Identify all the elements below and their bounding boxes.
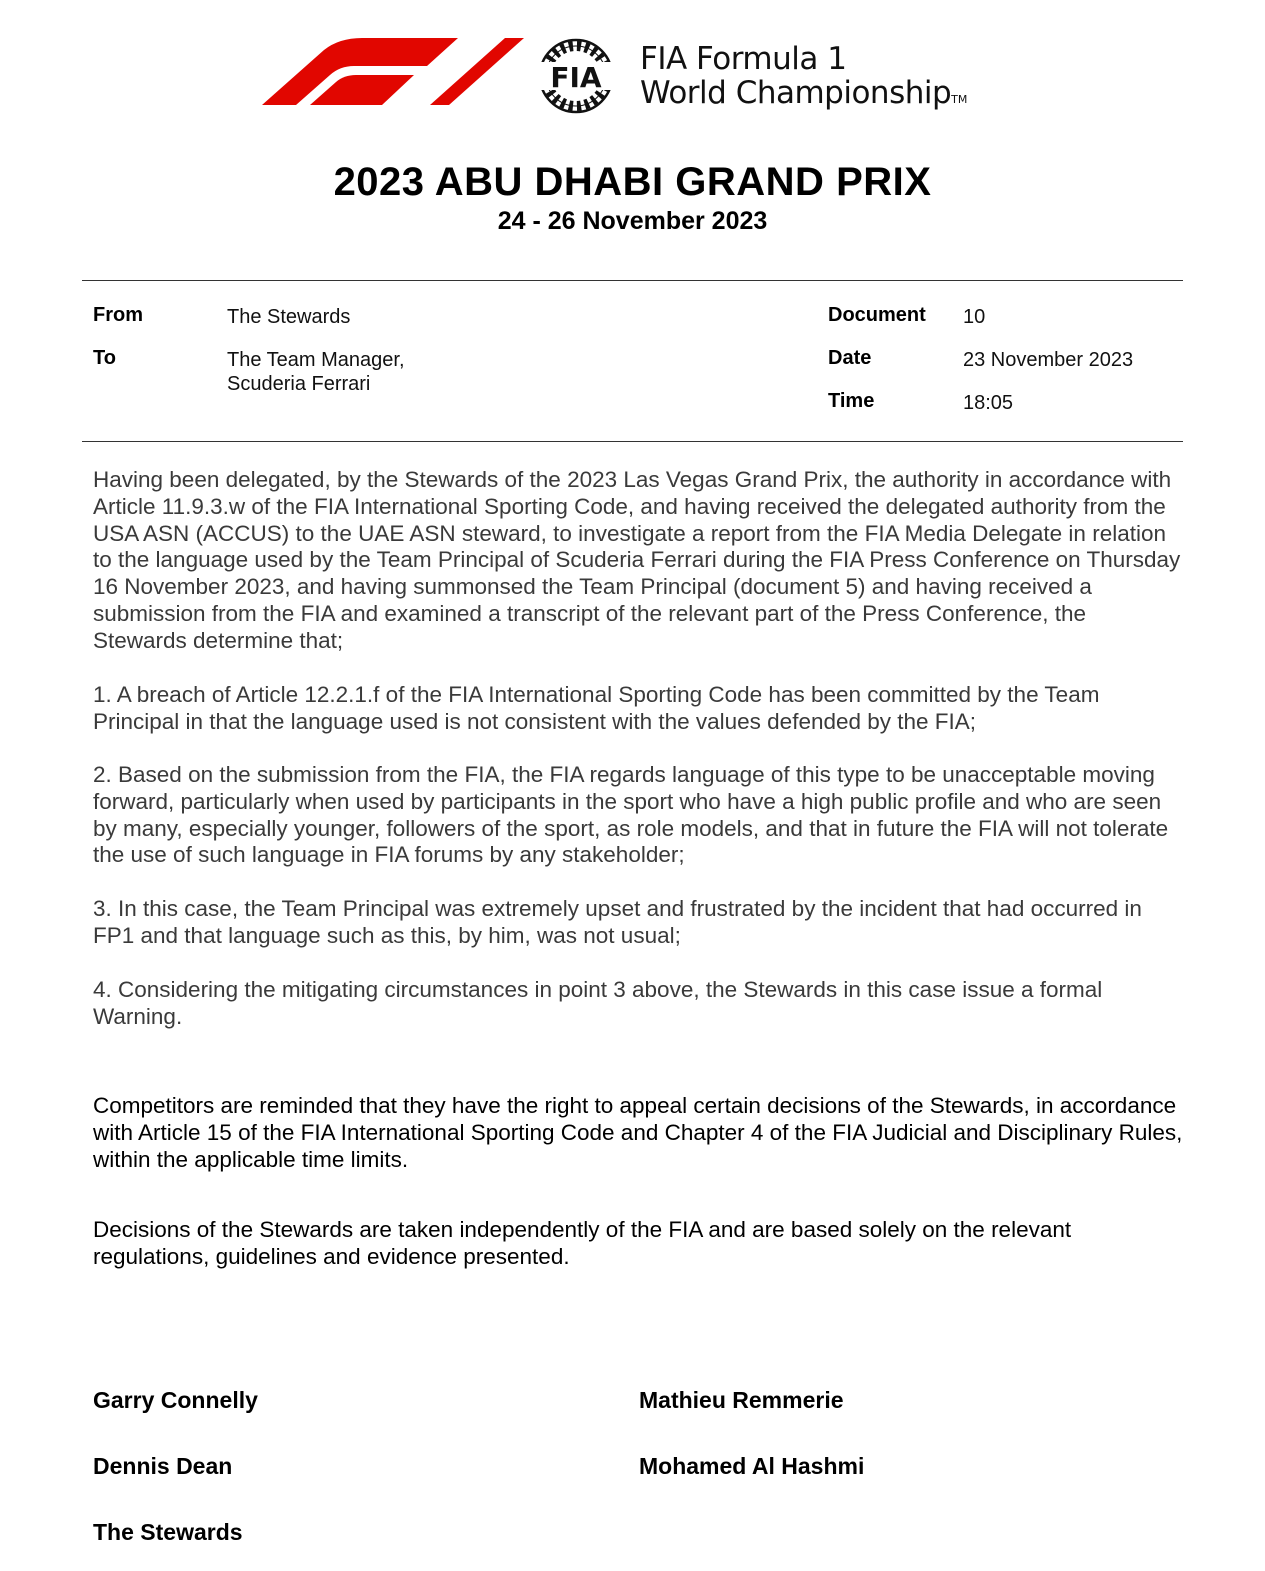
date-label: Date [828, 347, 872, 369]
f1-logo-icon [262, 36, 524, 108]
event-word: GRAND [675, 160, 825, 204]
decision-point-2: 2. Based on the submission from the FIA, the FIA regards language of this type to be unacceptable moving forward, particularly when used by participants in the sport who have a high public profile and who are seen by many, especially younger, followers of the sport, as role models, and that in future the FIA will not tolerate the use of such language in FIA forums by any stakeholder; [93, 762, 1169, 868]
steward-name: Mohamed Al Hashmi [639, 1453, 865, 1479]
to-label: To [93, 347, 116, 369]
event-dates: 24 - 26 November 2023 [497, 207, 768, 235]
event-title [0, 160, 1265, 205]
fia-emblem-icon [520, 38, 632, 114]
divider-bottom [82, 441, 1183, 442]
decision-point-1: 1. A breach of Article 12.2.1.f of the FIA International Sporting Code has been committed by the Team Principal in that the language used is not consistent with the values defended by the FIA; [93, 682, 1100, 734]
trademark-mark: TM [951, 93, 968, 106]
to-value [227, 348, 405, 396]
independence-notice: Decisions of the Stewards are taken independently of the FIA and are based solely on the relevant regulations, guidelines and evidence presented. [93, 1217, 1072, 1269]
time-value: 18:05 [963, 392, 1014, 414]
to-value-line: The Team Manager, [227, 349, 405, 371]
decision-point-4: 4. Considering the mitigating circumstances in point 3 above, the Stewards in this case issue a formal Warning. [93, 977, 1103, 1029]
time-label: Time [828, 390, 875, 412]
championship-wordmark [640, 42, 1040, 117]
event-word: PRIX [836, 160, 932, 204]
fia-emblem-text: FIA [550, 61, 602, 94]
brand-line-2: World Championship [640, 75, 952, 111]
steward-name: Dennis Dean [93, 1453, 233, 1479]
document-value: 10 [963, 306, 986, 328]
header-logo [262, 36, 1032, 116]
steward-name: Garry Connelly [93, 1387, 258, 1413]
decision-point-3: 3. In this case, the Team Principal was extremely upset and frustrated by the incident that had occurred in FP1 and that language such as this, by him, was not usual; [93, 896, 1142, 948]
event-word: DHABI [534, 160, 664, 204]
signatory-footer: The Stewards [93, 1519, 243, 1545]
event-year: 2023 [333, 160, 425, 204]
decision-intro: Having been delegated, by the Stewards of the 2023 Las Vegas Grand Prix, the authority in accordance with Article 11.9.3.w of the FIA International Sporting Code, and having received the delegated authority from the USA ASN (ACCUS) to the UAE ASN steward, to investigate a report from the FIA Media Delegate in relation to the language used by the Team Principal of Scuderia Ferrari during the FIA Press Conference on Thursday 16 November 2023, and having summonsed the Team Principal (document 5) and having received a submission from the FIA and examined a transcript of the relevant part of the Press Conference, the Stewards determine that; [93, 467, 1181, 653]
document-label: Document [828, 304, 926, 326]
brand-line-1: FIA Formula 1 [640, 41, 847, 77]
event-word: ABU [434, 160, 523, 204]
from-label: From [93, 304, 143, 326]
date-value: 23 November 2023 [963, 349, 1134, 371]
to-value-line: Scuderia Ferrari [227, 373, 371, 395]
steward-name: Mathieu Remmerie [639, 1387, 844, 1413]
divider-top [82, 280, 1183, 281]
from-value: The Stewards [227, 306, 351, 328]
appeal-notice: Competitors are reminded that they have the right to appeal certain decisions of the Stewards, in accordance with Article 15 of the FIA International Sporting Code and Chapter 4 of the FIA Judicial and Disciplinary Rules, within the applicable time limits. [93, 1093, 1183, 1172]
